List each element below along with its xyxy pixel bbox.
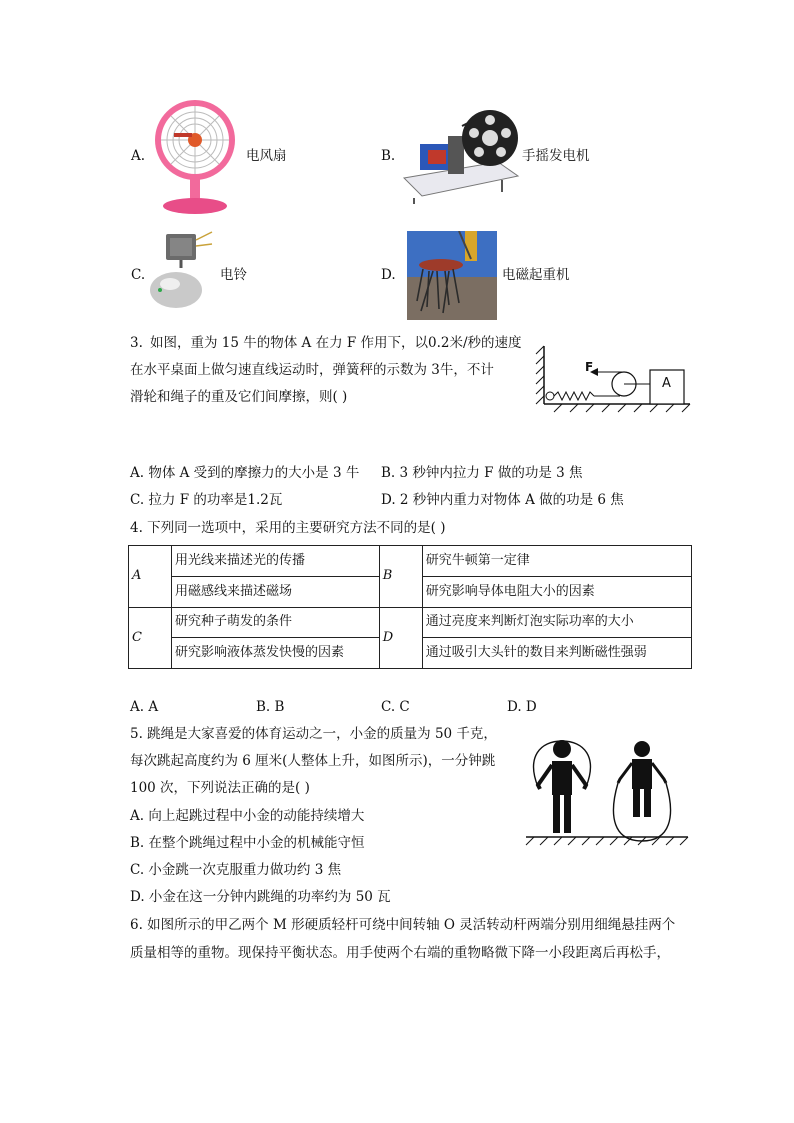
q5-stem-line2: 每次跳起高度约为 6 厘米(人整体上升，如图所示)，一分钟跳 [130, 753, 496, 769]
q4-stem: 4. 下列同一选项中，采用的主要研究方法不同的是( ) [130, 520, 446, 536]
q3-stem-line1: 如图，重为 15 牛的物体 A 在力 F 作用下，以0.2米/秒的速度 [150, 335, 522, 351]
q5-option-c: C. 小金跳一次克服重力做功约 3 焦 [130, 862, 342, 878]
jump-rope-figure [522, 737, 692, 849]
electric-fan-icon [150, 96, 240, 216]
option-d-letter: D. [381, 267, 396, 283]
q3-option-d: D. 2 秒钟内重力对物体 A 做的功是 6 焦 [381, 492, 624, 508]
option-a-label: 电风扇 [246, 148, 287, 164]
table-cell-label-a: A [129, 546, 172, 608]
option-c-label: 电铃 [220, 267, 247, 283]
table-cell-c1: 研究种子萌发的条件 [172, 607, 380, 638]
q3-stem-line3: 滑轮和绳子的重及它们间摩擦，则( ) [130, 389, 348, 405]
q5-stem-line1: 5. 跳绳是大家喜爱的体育运动之一，小金的质量为 50 千克， [130, 726, 497, 742]
q3-stem-line2: 在水平桌面上做匀速直线运动时，弹簧秤的示数为 3牛，不计 [130, 362, 494, 378]
block-a-label: A [662, 376, 671, 391]
q3-number: 3. [130, 335, 143, 351]
pulley-figure [530, 342, 696, 414]
table-cell-d2: 通过吸引大头针的数目来判断磁性强弱 [422, 638, 691, 669]
q5-option-b: B. 在整个跳绳过程中小金的机械能守恒 [130, 835, 365, 851]
q3-option-c: C. 拉力 F 的功率是1.2瓦 [130, 492, 283, 508]
option-d-label: 电磁起重机 [502, 267, 570, 283]
q4-option-b: B. B [256, 699, 285, 715]
table-cell-b2: 研究影响导体电阻大小的因素 [422, 576, 691, 607]
electric-bell-icon [146, 228, 216, 310]
option-b-label: 手摇发电机 [522, 148, 590, 164]
q3-option-a: A. 物体 A 受到的摩擦力的大小是 3 牛 [130, 465, 360, 481]
q4-options-table [128, 545, 692, 669]
table-cell-label-d: D [379, 607, 422, 669]
option-a-letter: A. [131, 148, 146, 164]
table-cell-label-b: B [379, 546, 422, 608]
table-cell-c2: 研究影响液体蒸发快慢的因素 [172, 638, 380, 669]
q5-option-d: D. 小金在这一分钟内跳绳的功率约为 50 瓦 [130, 889, 391, 905]
q4-option-d: D. D [507, 699, 537, 715]
q4-option-a: A. A [130, 699, 159, 715]
table-cell-label-c: C [129, 607, 172, 669]
q6-stem-line1: 6. 如图所示的甲乙两个 M 形硬质轻杆可绕中间转轴 O 灵活转动杆两端分别用细绳悬挂两个 [130, 917, 676, 933]
q4-option-c: C. C [381, 699, 410, 715]
q3-option-b: B. 3 秒钟内拉力 F 做的功是 3 焦 [381, 465, 583, 481]
table-cell-a1: 用光线来描述光的传播 [172, 546, 380, 577]
option-b-letter: B. [381, 148, 396, 164]
q5-stem-line3: 100 次，下列说法正确的是( ) [130, 780, 310, 796]
q6-stem-line2: 质量相等的重物。现保持平衡状态。用手使两个右端的重物略微下降一小段距离后再松手， [130, 945, 670, 961]
table-cell-d1: 通过亮度来判断灯泡实际功率的大小 [422, 607, 691, 638]
q5-option-a: A. 向上起跳过程中小金的动能持续增大 [130, 808, 365, 824]
electromagnetic-crane-icon [407, 231, 497, 320]
table-cell-b1: 研究牛顿第一定律 [422, 546, 691, 577]
option-c-letter: C. [131, 267, 146, 283]
hand-crank-generator-icon [402, 106, 520, 206]
table-cell-a2: 用磁感线来描述磁场 [172, 576, 380, 607]
force-f-label: F [585, 360, 594, 374]
